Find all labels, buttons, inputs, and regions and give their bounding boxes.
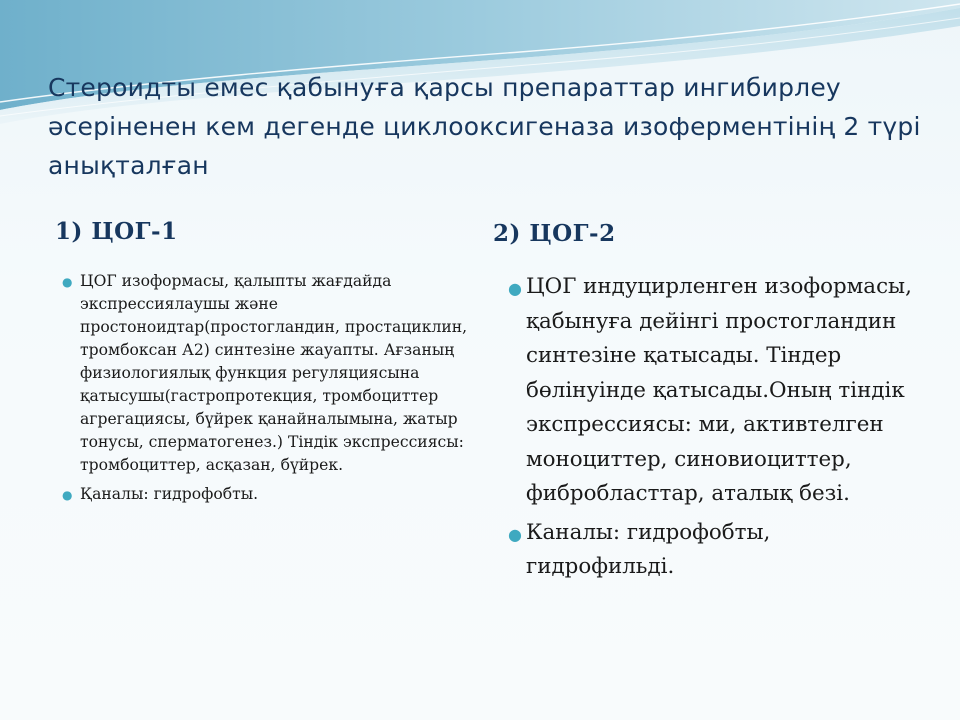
column-2-heading: 2) ЦОГ-2 (493, 220, 616, 247)
list-item (508, 270, 921, 512)
list-item (508, 516, 921, 585)
bullet-icon: ● (62, 488, 73, 502)
bullet-icon: ● (508, 279, 522, 298)
bullet-icon: ● (62, 275, 73, 289)
list-item-text: Қаналы: гидрофобты. (80, 485, 259, 503)
list-item-text: Каналы: гидрофобты, гидрофильді. (526, 519, 771, 579)
column-2-list (508, 270, 921, 589)
bullet-icon: ● (508, 524, 522, 544)
column-1-heading: 1) ЦОГ-1 (55, 218, 178, 245)
list-item (62, 270, 480, 477)
column-1-list (62, 270, 480, 512)
list-item-text: ЦОГ индуцирленген изоформасы, қабынуға дейінгі простогландин синтезіне қатысады. Тіндер бөлінуінде қатысады.Оның тіндік экспрессиясы: ми, активтелген моноциттер, синовиоциттер, фибробласттар, аталық безі. (526, 274, 912, 506)
list-item-text: ЦОГ изоформасы, қалыпты жағдайда экспрессиялаушы және простоноидтар(простогландин, простациклин, тромбоксан А2) синтезіне жауапты. Ағзаның физиологиялық функция регуляциясына қатысушы(гастропротекция, тромбоциттер агрегациясы, бүйрек қанайналымына, жатыр тонусы, сперматогенез.) Тіндік экспрессиясы: тромбоциттер, асқазан, бүйрек. (80, 272, 468, 474)
slide-title: Стероидты емес қабынуға қарсы препараттар ингибирлеу әсеріненен кем дегенде циклооксигеназа изоферментінің 2 түрі анықталған (48, 73, 921, 180)
list-item (62, 483, 480, 506)
